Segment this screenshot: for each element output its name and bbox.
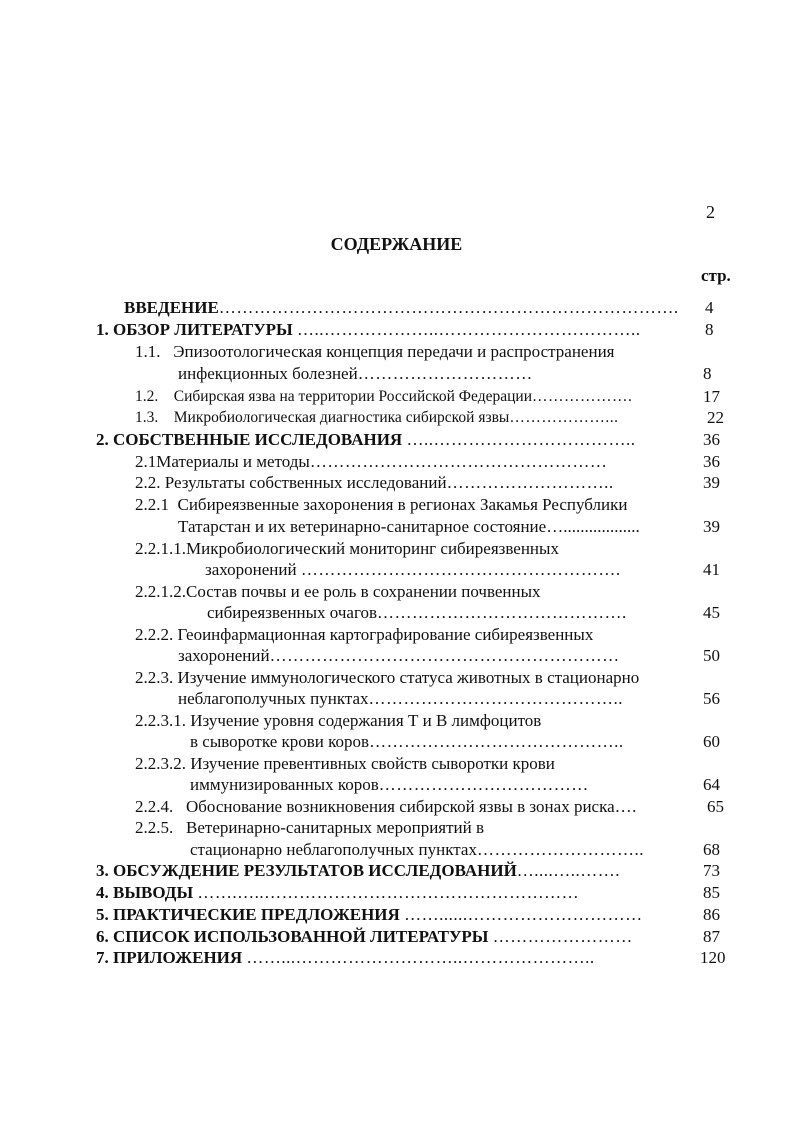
toc-page-6: 87 <box>703 927 720 946</box>
toc-entry-5: 5. ПРАКТИЧЕСКИЕ ПРЕДЛОЖЕНИЯ ……......………………………… <box>96 905 643 924</box>
toc-entry-6: 6. СПИСОК ИСПОЛЬЗОВАННОЙ ЛИТЕРАТУРЫ …………………… <box>96 927 633 946</box>
toc-page-2-2-4: 65 <box>707 797 724 816</box>
toc-page-2-2-1-1: 41 <box>703 560 720 579</box>
toc-entry-2-1: 2.1Материалы и методы…………………………………………… <box>135 452 608 471</box>
toc-page-3: 73 <box>703 861 720 880</box>
toc-entry-2-2-3-2: 2.2.3.2. Изучение превентивных свойств сыворотки крови <box>135 754 555 773</box>
toc-entry-2-2-1-2: 2.2.1.2.Состав почвы и ее роль в сохранении почвенных <box>135 582 541 601</box>
page-title: СОДЕРЖАНИЕ <box>330 234 463 254</box>
toc-entry-2-2-1: 2.2.1 Сибиреязвенные захоронения в регионах Закамья Республики <box>135 495 628 514</box>
toc-entry-2-2-3: 2.2.3. Изучение иммунологического статуса животных в стационарно <box>135 668 640 687</box>
toc-entry-2-2-1-2-cont: сибиреязвенных очагов……………………………………. <box>207 603 627 622</box>
toc-entry-2-2: 2.2. Результаты собственных исследований……………………….. <box>135 473 614 492</box>
page-number: 2 <box>706 202 715 222</box>
toc-page-2-1: 36 <box>703 452 720 471</box>
toc-entry-1-1-cont: инфекционных болезней………………………… <box>178 364 533 383</box>
toc-entry-2-2-1-1-cont: захоронений ………………………………………………. <box>205 560 621 579</box>
toc-entry-2: 2. СОБСТВЕННЫЕ ИССЛЕДОВАНИЯ …..…………………………….. <box>96 430 636 449</box>
page-column-label: стр. <box>701 266 731 285</box>
toc-entry-3: 3. ОБСУЖДЕНИЕ РЕЗУЛЬТАТОВ ИССЛЕДОВАНИЙ…....…..……. <box>96 861 621 880</box>
toc-page-2-2-5: 68 <box>703 840 720 859</box>
toc-entry-1-2: 1.2. Сибирская язва на территории Российской Федерации………………. <box>135 388 633 405</box>
toc-entry-2-2-1-cont: Татарстан и их ветеринарно-санитарное состояние….................. <box>178 517 640 536</box>
toc-page-2-2-3-2: 64 <box>703 775 720 794</box>
toc-page-1-3: 22 <box>707 408 724 427</box>
toc-entry-2-2-5: 2.2.5. Ветеринарно-санитарных мероприятий в <box>135 818 485 837</box>
toc-entry-2-2-3-cont: неблагополучных пунктах…………………………………….. <box>178 689 624 708</box>
toc-page-7: 120 <box>700 948 726 967</box>
toc-page-2-2-3: 56 <box>703 689 720 708</box>
toc-page-5: 86 <box>703 905 720 924</box>
toc-entry-2-2-1-1: 2.2.1.1.Микробиологический мониторинг сибиреязвенных <box>135 539 559 558</box>
toc-entry-2-2-2-cont: захоронений…………………………………………………… <box>178 646 620 665</box>
toc-entry-1-3: 1.3. Микробиологическая диагностика сибирской язвы………………... <box>135 409 619 426</box>
toc-entry-2-2-3-2-cont: иммунизированных коров……………………………… <box>190 775 589 794</box>
toc-page-2-2-2: 50 <box>703 646 720 665</box>
toc-page-2: 36 <box>703 430 720 449</box>
toc-entry-2-2-2: 2.2.2. Геоинфармационная картографирование сибиреязвенных <box>135 625 594 644</box>
toc-page-1: 8 <box>705 320 714 339</box>
toc-page-2-2-1-2: 45 <box>703 603 720 622</box>
toc-page-2-2-1: 39 <box>703 517 720 536</box>
toc-page-2-2-3-1: 60 <box>703 732 720 751</box>
toc-entry-2-2-4: 2.2.4. Обоснование возникновения сибирской язвы в зонах риска…. <box>135 797 637 816</box>
toc-page-introduction: 4 <box>705 298 714 317</box>
toc-entry-4: 4. ВЫВОДЫ …….…..……………………………………………… <box>96 883 580 902</box>
toc-entry-2-2-5-cont: стационарно неблагополучных пунктах……………………….. <box>190 840 644 859</box>
toc-page-1-1: 8 <box>703 364 712 383</box>
toc-entry-2-2-3-1-cont: в сыворотке крови коров…………………………………….. <box>190 732 624 751</box>
toc-entry-2-2-3-1: 2.2.3.1. Изучение уровня содержания Т и В лимфоцитов <box>135 711 542 730</box>
toc-entry-1-1: 1.1. Эпизоотологическая концепция передачи и распространения <box>135 342 615 361</box>
toc-entry-introduction: ВВЕДЕНИЕ……………………………………………………………………. <box>124 298 679 317</box>
toc-page-2-2: 39 <box>703 473 720 492</box>
toc-page-4: 85 <box>703 883 720 902</box>
toc-entry-1: 1. ОБЗОР ЛИТЕРАТУРЫ …..………………..…………………………….. <box>96 320 641 339</box>
toc-entry-7: 7. ПРИЛОЖЕНИЯ ……...………………………..………………….. <box>96 948 595 967</box>
toc-page-1-2: 17 <box>703 387 720 406</box>
